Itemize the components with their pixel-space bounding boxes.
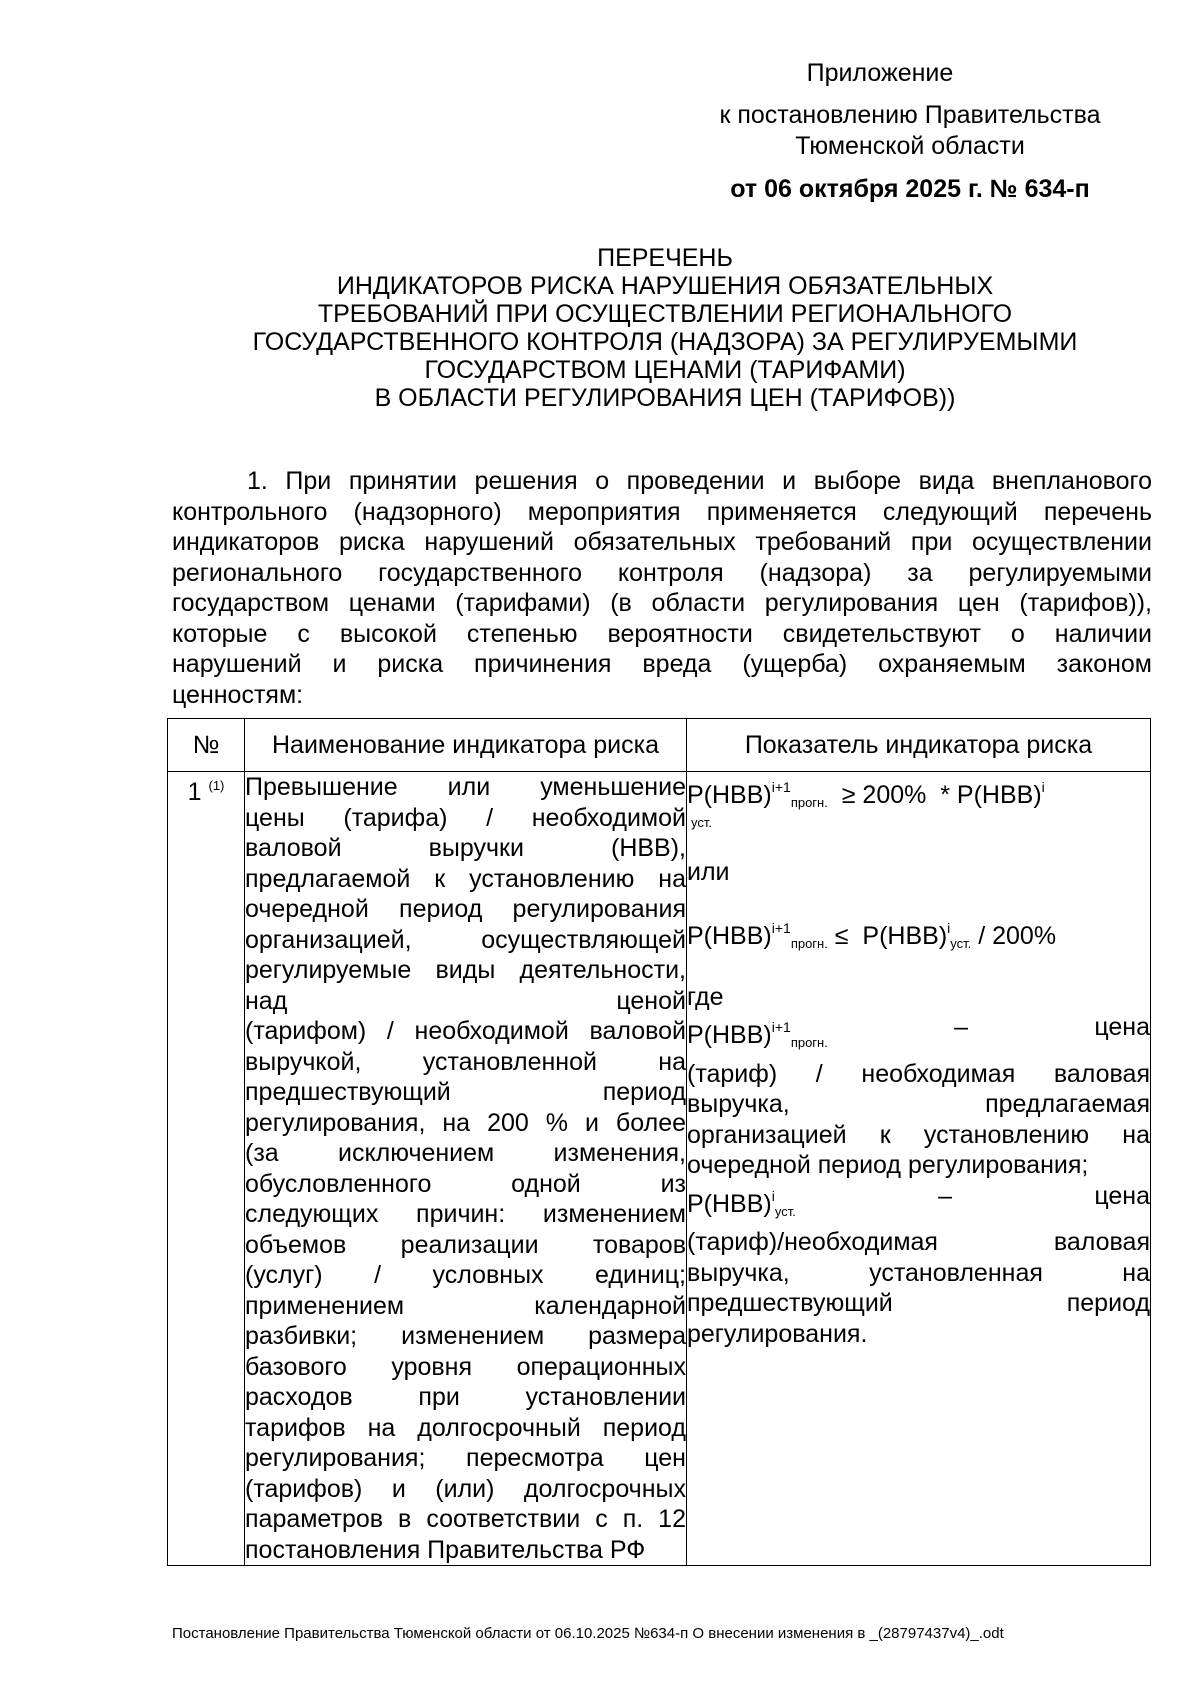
heading-line: ТРЕБОВАНИЙ ПРИ ОСУЩЕСТВЛЕНИИ РЕГИОНАЛЬНОГО (317, 300, 1013, 328)
heading-line: ГОСУДАРСТВЕННОГО КОНТРОЛЯ (НАДЗОРА) ЗА РЕГУЛИРУЕМЫМИ (252, 328, 1078, 356)
heading-line: В ОБЛАСТИ РЕГУЛИРОВАНИЯ ЦЕН (ТАРИФОВ)) (374, 384, 956, 412)
row-footnote: (1) (208, 778, 225, 793)
name-line: предшествующий период (245, 1078, 686, 1106)
header-indicator-value: Показатель индикатора риска (687, 719, 1151, 772)
paragraph-line: индикаторов риска нарушений обязательных требований при осуществлении (172, 528, 1152, 556)
name-line: регулируемые виды деятельности, (245, 956, 686, 984)
formula-less: Р(НВВ)$^{i+1}_{прогн.}$ ≤ Р(НВВ)$^i_{уст.}$ / 200% (687, 920, 1057, 951)
document-footer: Постановление Правительства Тюменской области от 06.10.2025 №634-п О внесении изменения в _(28797437v4)_.odt (172, 1625, 1004, 1642)
intro-paragraph (172, 466, 1152, 710)
indicator-value-cell (687, 772, 1151, 1566)
definition-line: предшествующий период (687, 1289, 1150, 1317)
appendix-reference (700, 100, 1120, 162)
name-line: организацией, осуществляющей (245, 925, 686, 954)
heading-line: ИНДИКАТОРОВ РИСКА НАРУШЕНИЯ ОБЯЗАТЕЛЬНЫХ (336, 272, 994, 300)
table-row (168, 772, 1151, 1566)
definition-established: Р(НВВ)$^i_{уст.}$ – цена (687, 1181, 1150, 1219)
name-line: следующих причин: изменением (245, 1200, 686, 1228)
formula-greater: Р(НВВ)$^{i+1}_{прогн.}$ ≥ 200% * Р(НВВ)$^i$ (687, 779, 1045, 810)
paragraph-line: нарушений и риска причинения вреда (ущерба) охраняемым законом (172, 650, 1152, 678)
name-line: применением календарной (245, 1291, 686, 1320)
name-line: тарифов на долгосрочный период (245, 1413, 686, 1442)
name-line: (услуг) / условных единиц; (245, 1261, 686, 1289)
name-line: параметров в соответствии с п. 12 (245, 1505, 686, 1533)
document-heading (165, 244, 1165, 412)
appendix-title: Приложение (806, 59, 954, 87)
paragraph-line: регионального государственного контроля (надзора) за регулируемыми (172, 558, 1152, 587)
name-line: регулирования, на 200 % и более (245, 1108, 686, 1137)
header-number: № (168, 719, 245, 772)
definition-line: регулирования. (687, 1319, 868, 1348)
table-header-row (168, 719, 1151, 772)
name-line: над ценой (245, 986, 686, 1015)
or-label: или (687, 857, 730, 886)
name-line: обусловленного одной из (245, 1169, 686, 1198)
heading-line: ПЕРЕЧЕНЬ (597, 244, 733, 272)
heading-line: ГОСУДАРСТВОМ ЦЕНАМИ (ТАРИФАМИ) (424, 356, 906, 384)
header-indicator-name: Наименование индикатора риска (245, 719, 687, 772)
paragraph-line: контрольного (надзорного) мероприятия применяется следующий перечень (172, 497, 1152, 526)
paragraph-line: которые с высокой степенью вероятности свидетельствуют о наличии (172, 619, 1152, 648)
paragraph-line: государством ценами (тарифами) (в области регулирования цен (тарифов)), (172, 589, 1152, 617)
row-number: 1 (187, 778, 202, 806)
name-line: предлагаемой к установлению на (245, 864, 686, 893)
name-line: объемов реализации товаров (245, 1230, 686, 1259)
name-line: выручкой, установленной на (245, 1047, 686, 1076)
name-line: расходов при установлении (245, 1383, 686, 1411)
appendix-date: от 06 октября 2025 г. № 634-п (730, 175, 1090, 203)
risk-indicators-table (167, 718, 1151, 1566)
name-line: базового уровня операционных (245, 1352, 686, 1381)
indicator-name-cell (245, 772, 687, 1566)
definition-line: (тариф)/необходимая валовая (687, 1228, 1150, 1256)
definition-line: очередной период регулирования; (687, 1151, 1089, 1179)
where-label: где (687, 982, 724, 1011)
name-line: разбивки; изменением размера (245, 1322, 686, 1350)
name-line: (тарифом) / необходимой валовой (245, 1017, 686, 1045)
appendix-reference-line2: Тюменской области (795, 132, 1025, 160)
formula-greater-subscript: уст. (691, 814, 712, 830)
name-line: Превышение или уменьшение (245, 773, 686, 801)
definition-line: (тариф) / необходимая валовая (687, 1059, 1150, 1088)
name-line: регулирования; пересмотра цен (245, 1444, 686, 1472)
paragraph-line: 1. При принятии решения о проведении и выборе вида внепланового (247, 467, 1152, 495)
row-number-cell (168, 772, 245, 1566)
definition-line: организацией к установлению на (687, 1120, 1150, 1149)
name-line: валовой выручки (НВВ), (245, 834, 686, 862)
name-line: (за исключением изменения, (245, 1139, 686, 1167)
name-line: очередной период регулирования (245, 895, 686, 923)
name-line: цены (тарифа) / необходимой (245, 803, 686, 832)
definition-line: выручка, предлагаемая (687, 1090, 1150, 1118)
appendix-reference-line1: к постановлению Правительства (719, 101, 1101, 129)
name-line: (тарифов) и (или) долгосрочных (245, 1474, 686, 1503)
definition-forecast: Р(НВВ)$^{i+1}_{прогн.}$ – цена (687, 1013, 1150, 1050)
definition-line: выручка, установленная на (687, 1258, 1150, 1287)
paragraph-line: ценностям: (172, 680, 304, 709)
name-line: постановления Правительства РФ (245, 1535, 646, 1564)
